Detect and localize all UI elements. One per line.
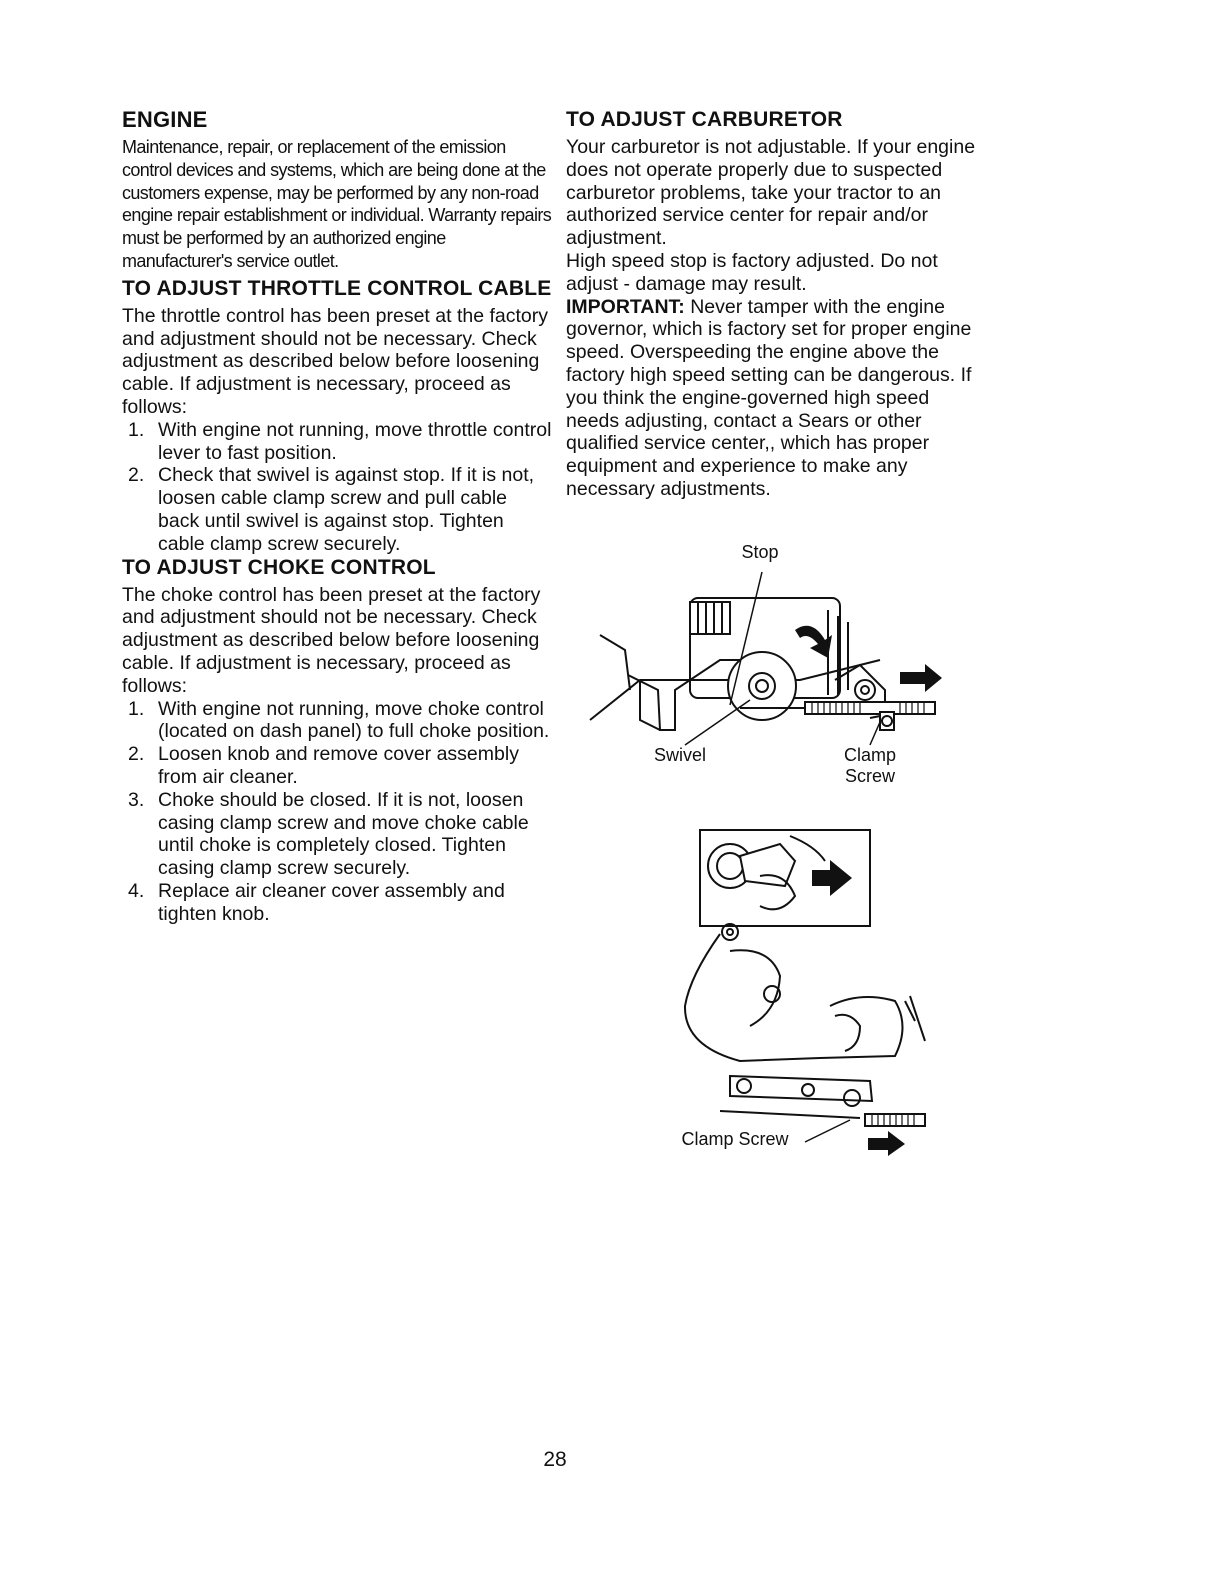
carburetor-heading: TO ADJUST CARBURETOR (566, 108, 843, 131)
choke-intro: The choke control has been preset at the factory and adjustment should not be necessary. Check adjustment as described below before loosening cable. If adjustment is necessary, proceed as follows: (122, 583, 541, 697)
important-text (566, 296, 986, 501)
carburetor-text: Your carburetor is not adjustable. If your engine does not operate properly due to suspected carburetor problems, take your tractor to an authorized service center for repair and/or adjustment. (566, 136, 976, 250)
choke-heading: TO ADJUST CHOKE CONTROL (122, 555, 436, 579)
list-item: 2. Check that swivel is against stop. If it is not, loosen cable clamp screw and pull cable back until swivel is against stop. Tighten cable clamp screw securely. (128, 464, 535, 555)
choke-figure (660, 826, 950, 1156)
throttle-intro: The throttle control has been preset at the factory and adjustment should not be necessary. Check adjustment as described below before loosening cable. If adjustment is necessary, proceed as follows: (122, 304, 548, 418)
list-item: 3. Choke should be closed. If it is not, loosen casing clamp screw and move choke cable until choke is completely closed. Tighten casing clamp screw securely. (128, 788, 529, 880)
engine-heading: ENGINE (122, 107, 208, 132)
page-number: 28 (543, 1448, 567, 1471)
engine-text: Maintenance, repair, or replacement of the emission control devices and systems, which are being done at the customers expense, may be performed by any non-road engine repair establishment or individual. Warranty repairs must be performed by an authorized engine manufacturer's service outlet. (122, 137, 552, 271)
list-item: 1. With engine not running, move throttle control lever to fast position. (128, 418, 552, 464)
list-item: 1. With engine not running, move choke control (located on dash panel) to full choke position. (128, 697, 550, 743)
important-body: Never tamper with the engine governor, which is factory set for proper engine speed. Overspeeding the engine above the factory high speed setting can be dangerous. If you think the engine-governed high speed needs adjusting, contact a Sears or other qualified service center,, which has proper equipment and experience to make any necessary adjustments. (566, 295, 972, 500)
choke-illustration (660, 826, 950, 1156)
swivel-label: Swivel (653, 745, 706, 765)
list-item: 2. Loosen knob and remove cover assembly from air cleaner. (128, 743, 519, 788)
left-column (122, 108, 552, 926)
important-label: IMPORTANT: (566, 295, 685, 318)
throttle-figure (580, 540, 960, 790)
high-speed-text: High speed stop is factory adjusted. Do not adjust - damage may result. (566, 249, 938, 295)
throttle-heading: TO ADJUST THROTTLE CONTROL CABLE (122, 276, 552, 300)
choke-steps (122, 698, 552, 926)
clamp-screw-label: Clamp Screw (681, 1129, 789, 1149)
right-column (566, 108, 986, 501)
list-item: 4. Replace air cleaner cover assembly and tighten knob. (128, 879, 505, 925)
throttle-steps (122, 419, 552, 556)
screw-label: Screw (844, 766, 895, 786)
clamp-label: Clamp (843, 745, 896, 765)
stop-label: Stop (741, 542, 779, 562)
